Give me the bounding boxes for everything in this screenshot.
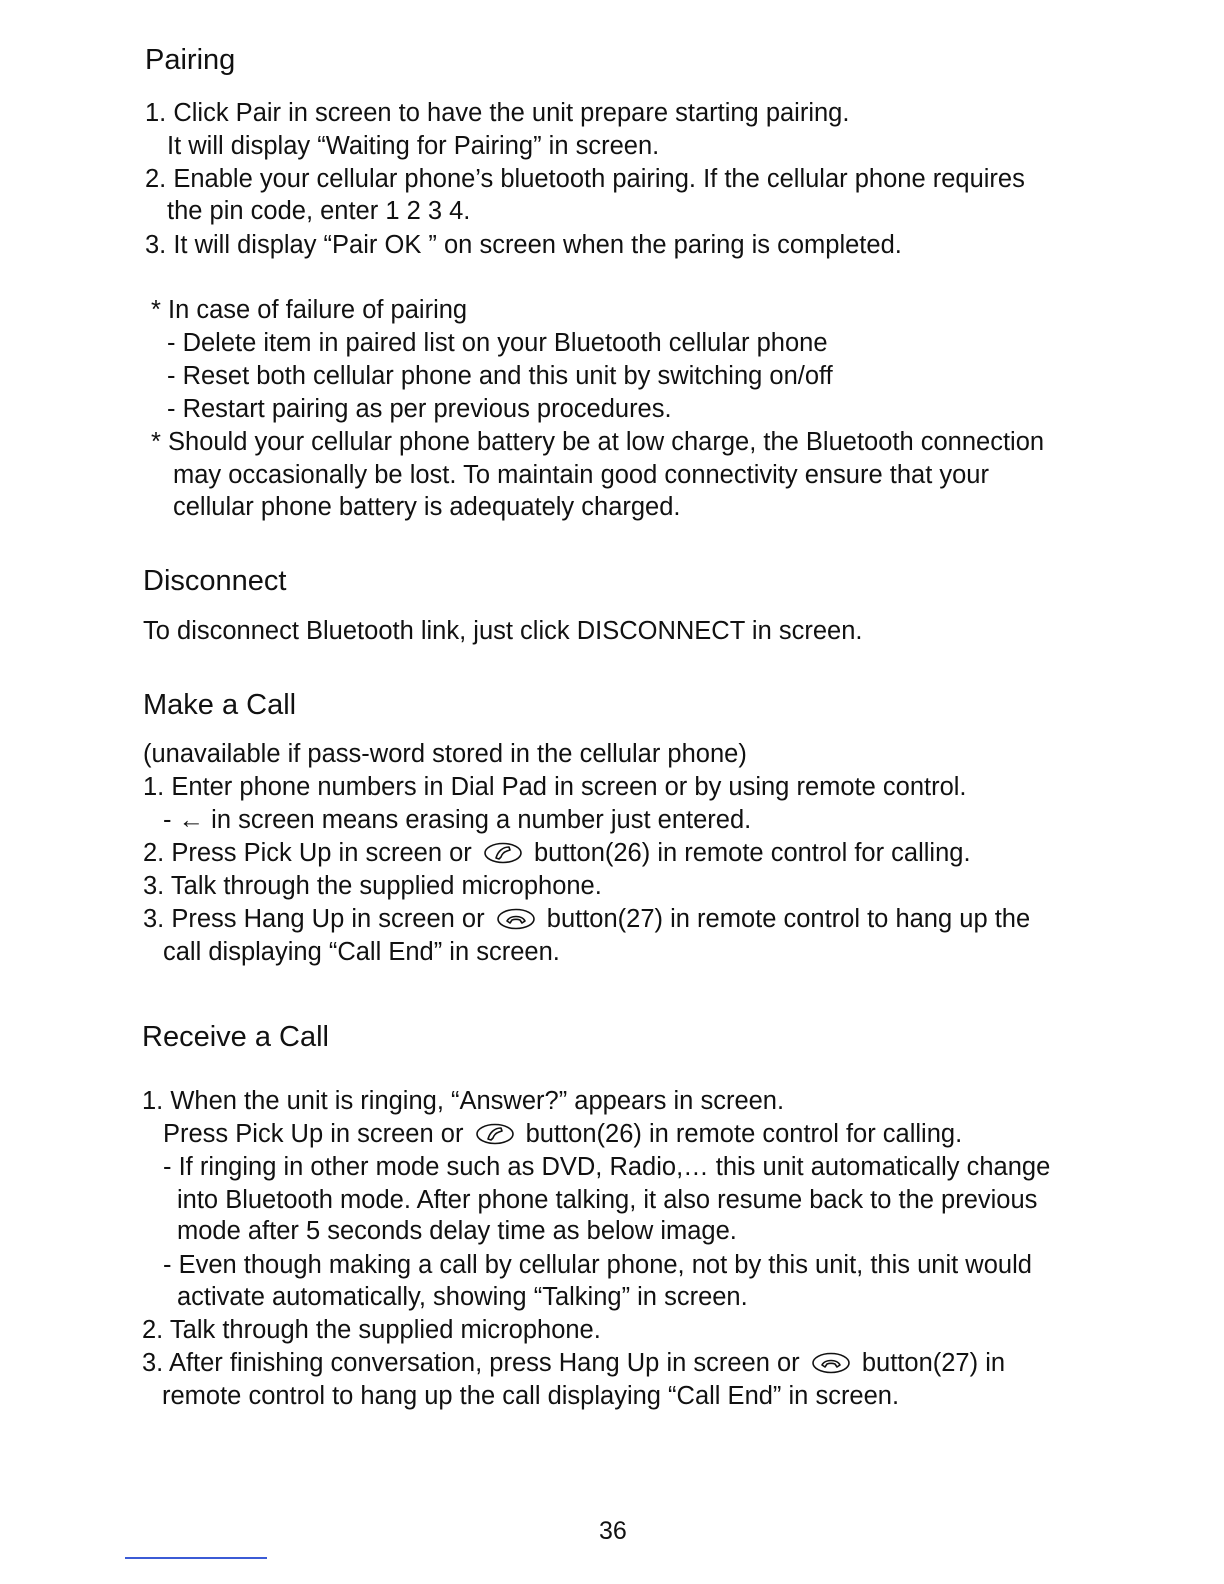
receive-call-step-3: [142, 1348, 1005, 1378]
disconnect-text: To disconnect Bluetooth link, just click DISCONNECT in screen.: [143, 617, 863, 645]
pick-up-phone-icon: [475, 1122, 515, 1146]
make-call-step-1-sub: - ← in screen means erasing a number just entered.: [163, 806, 752, 834]
pairing-step-1: 1. Click Pair in screen to have the unit prepare starting pairing.: [145, 99, 850, 127]
make-call-step-2-text-end: button(26) in remote control for calling.: [533, 839, 971, 867]
pairing-step-2: 2. Enable your cellular phone’s bluetooth pairing. If the cellular phone requires: [145, 165, 1025, 193]
pairing-failure-title: * In case of failure of pairing: [151, 296, 468, 324]
page-number: 36: [599, 1517, 627, 1545]
pairing-step-1-cont: It will display “Waiting for Pairing” in screen.: [167, 132, 660, 160]
receive-call-step-1-cont-text-end: button(26) in remote control for calling.: [525, 1120, 963, 1148]
receive-call-step-1: 1. When the unit is ringing, “Answer?” appears in screen.: [142, 1087, 785, 1115]
make-call-step-4-cont: call displaying “Call End” in screen.: [163, 938, 560, 966]
receive-call-sub-1: - If ringing in other mode such as DVD, Radio,… this unit automatically change: [163, 1153, 1051, 1181]
make-call-step-2-text: 2. Press Pick Up in screen or: [143, 839, 472, 867]
make-call-step-2: [143, 838, 971, 868]
make-call-step-1: 1. Enter phone numbers in Dial Pad in screen or by using remote control.: [143, 773, 967, 801]
hang-up-phone-icon: [496, 907, 536, 931]
pairing-failure-item-2: - Reset both cellular phone and this unit by switching on/off: [167, 362, 833, 390]
make-call-step-4-text: 3. Press Hang Up in screen or: [143, 905, 485, 933]
pairing-failure-item-3: - Restart pairing as per previous procedures.: [167, 395, 672, 423]
receive-call-step-3-text: 3. After finishing conversation, press Hang Up in screen or: [142, 1349, 800, 1377]
make-call-heading: Make a Call: [143, 689, 297, 721]
make-call-step-4-text-end: button(27) in remote control to hang up the: [546, 905, 1031, 933]
disconnect-heading: Disconnect: [143, 565, 287, 597]
pairing-step-2-cont: the pin code, enter 1 2 3 4.: [167, 197, 471, 225]
pairing-battery-note-cont-2: cellular phone battery is adequately charged.: [173, 493, 681, 521]
pairing-heading: Pairing: [145, 44, 236, 76]
pairing-failure-item-1: - Delete item in paired list on your Bluetooth cellular phone: [167, 329, 828, 357]
receive-call-sub-2-cont: activate automatically, showing “Talking” in screen.: [177, 1283, 748, 1311]
make-call-note: (unavailable if pass-word stored in the cellular phone): [143, 740, 747, 768]
pick-up-phone-icon: [483, 841, 523, 865]
hang-up-phone-icon: [811, 1351, 851, 1375]
receive-call-step-3-cont: remote control to hang up the call displaying “Call End” in screen.: [162, 1382, 900, 1410]
receive-call-sub-1-cont-1: into Bluetooth mode. After phone talking, it also resume back to the previous: [177, 1186, 1038, 1214]
receive-call-step-1-cont: [163, 1119, 962, 1149]
receive-call-sub-2: - Even though making a call by cellular phone, not by this unit, this unit would: [163, 1251, 1032, 1279]
receive-call-step-3-text-end: button(27) in: [861, 1349, 1006, 1377]
receive-call-step-1-cont-text: Press Pick Up in screen or: [163, 1120, 464, 1148]
receive-call-step-2: 2. Talk through the supplied microphone.: [142, 1316, 601, 1344]
pairing-battery-note-cont-1: may occasionally be lost. To maintain good connectivity ensure that your: [173, 461, 989, 489]
receive-call-sub-1-cont-2: mode after 5 seconds delay time as below image.: [177, 1217, 737, 1245]
make-call-step-3: 3. Talk through the supplied microphone.: [143, 872, 602, 900]
receive-call-heading: Receive a Call: [142, 1021, 329, 1053]
pairing-battery-note: * Should your cellular phone battery be at low charge, the Bluetooth connection: [151, 428, 1045, 456]
footer-rule: [125, 1557, 267, 1559]
make-call-step-4: [143, 904, 1030, 934]
pairing-step-3: 3. It will display “Pair OK ” on screen when the paring is completed.: [145, 231, 902, 259]
